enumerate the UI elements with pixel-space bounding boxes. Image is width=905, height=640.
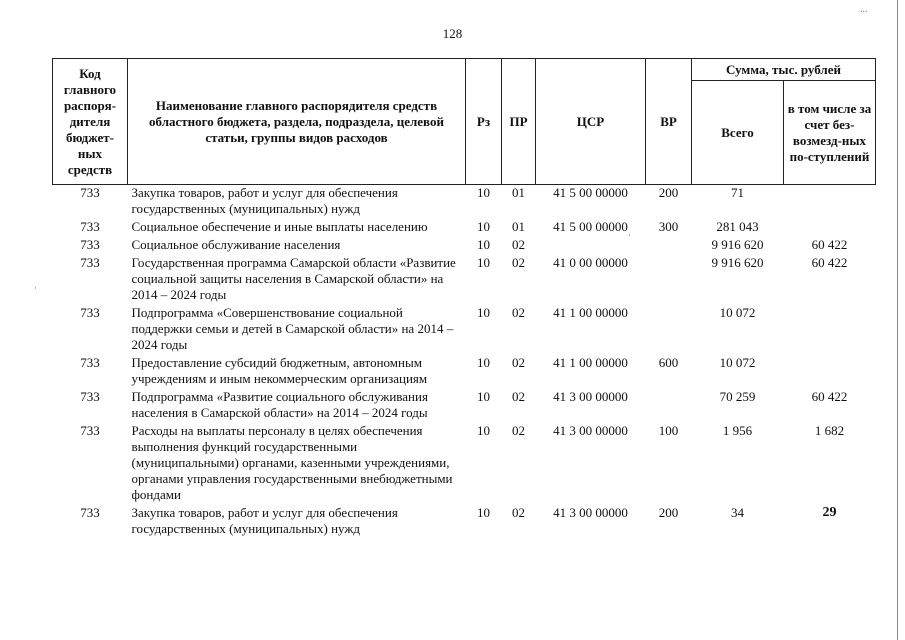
- cell-pr: 02: [512, 255, 525, 270]
- cell-total: 9 916 620: [711, 255, 764, 270]
- header-name: Наименование главного распорядителя средств областного бюджета, раздела, подраздела, целевой статьи, группы видов расходов: [128, 59, 466, 185]
- cell-rz: 10: [477, 423, 490, 438]
- cell-total: 10 072: [719, 355, 756, 370]
- header-vr: ВР: [646, 59, 692, 185]
- cell-code: 733: [80, 237, 100, 252]
- cell-rz: 10: [477, 255, 490, 270]
- cell-vr: 300: [658, 219, 679, 234]
- header-pr: ПР: [502, 59, 536, 185]
- cell-code: 733: [80, 355, 100, 370]
- cell-code: 733: [80, 185, 100, 200]
- cell-incl: 1 682: [814, 423, 845, 438]
- cell-rz: 10: [477, 185, 490, 200]
- cell-pr: 02: [512, 237, 525, 252]
- cell-name: Закупка товаров, работ и услуг для обеспечения государственных (муниципальных) нужд: [131, 185, 398, 216]
- cell-total: 281 043: [716, 219, 759, 234]
- header-sum-group: Сумма, тыс. рублей: [692, 59, 876, 81]
- cell-name: Расходы на выплаты персоналу в целях обеспечения выполнения функций государственными (муниципальными) органами, казенными учреждениями, органами управления государственными внебюджетными фондами: [131, 423, 453, 502]
- cell-pr: 02: [512, 389, 525, 404]
- cell-name: Государственная программа Самарской области «Развитие социальной защиты населения в Самарской области» на 2014 – 2024 годы: [131, 255, 456, 302]
- cell-name: Подпрограмма «Совершенствование социальной поддержки семьи и детей в Самарской области» на 2014 – 2024 годы: [131, 305, 454, 352]
- cell-csr: 41 3 00 00000: [553, 505, 628, 520]
- header-code: Код главного распоря-дителя бюджет-ных средств: [53, 59, 128, 185]
- cell-incl: [784, 305, 876, 355]
- cell-total: 71: [731, 185, 744, 200]
- cell-pr: 02: [512, 423, 525, 438]
- cell-csr: 41 3 00 00000: [553, 389, 628, 404]
- cell-vr: 200: [658, 185, 679, 200]
- cell-rz: 10: [477, 237, 490, 252]
- cell-vr: [646, 305, 692, 355]
- cell-csr: 41 1 00 00000: [553, 355, 628, 370]
- cell-csr: 41 0 00 00000: [553, 255, 628, 270]
- table-row: [53, 237, 876, 255]
- scan-speck: ·: [34, 283, 37, 293]
- corner-mark: ...: [860, 4, 868, 15]
- cell-name: Социальное обеспечение и иные выплаты населению: [131, 219, 428, 234]
- cell-pr: 01: [512, 185, 525, 200]
- cell-pr: 01: [512, 219, 525, 234]
- table-row: [53, 255, 876, 305]
- table-row: [53, 305, 876, 355]
- cell-pr: 02: [512, 505, 525, 520]
- table-row: [53, 505, 876, 539]
- table-row: [53, 185, 876, 220]
- cell-total: 34: [731, 505, 744, 520]
- cell-csr: 41 3 00 00000: [553, 423, 628, 438]
- cell-rz: 10: [477, 505, 490, 520]
- cell-code: 733: [80, 423, 100, 438]
- cell-vr: [646, 389, 692, 423]
- cell-incl: 29: [822, 505, 837, 520]
- cell-incl: [784, 219, 876, 237]
- cell-name: Подпрограмма «Развитие социального обслуживания населения в Самарской области» на 2014 – 2024 годы: [131, 389, 428, 420]
- cell-incl: 60 422: [811, 389, 848, 404]
- table-row: [53, 423, 876, 505]
- header-csr: ЦСР: [536, 59, 646, 185]
- cell-code: 733: [80, 305, 100, 320]
- cell-rz: 10: [477, 389, 490, 404]
- cell-csr: [536, 237, 646, 255]
- cell-incl: [784, 185, 876, 220]
- cell-total: 9 916 620: [711, 237, 764, 252]
- table-row: [53, 355, 876, 389]
- table-row: [53, 219, 876, 237]
- cell-rz: 10: [477, 219, 490, 234]
- cell-pr: 02: [512, 305, 525, 320]
- budget-table: [52, 58, 876, 539]
- cell-pr: 02: [512, 355, 525, 370]
- cell-rz: 10: [477, 305, 490, 320]
- cell-vr: 600: [658, 355, 679, 370]
- header-rz: Рз: [466, 59, 502, 185]
- cell-incl: 60 422: [811, 237, 848, 252]
- cell-vr: 200: [658, 505, 679, 520]
- cell-total: 70 259: [719, 389, 756, 404]
- cell-csr: 41 1 00 00000: [553, 305, 628, 320]
- cell-total: 1 956: [722, 423, 753, 438]
- header-total: Всего: [692, 81, 784, 185]
- cell-name: Закупка товаров, работ и услуг для обеспечения государственных (муниципальных) нужд: [131, 505, 398, 536]
- cell-code: 733: [80, 505, 100, 520]
- scan-speck: ·: [628, 230, 631, 240]
- cell-rz: 10: [477, 355, 490, 370]
- cell-name: Социальное обслуживание населения: [131, 237, 341, 252]
- cell-name: Предоставление субсидий бюджетным, автономным учреждениям и иным некоммерческим организациям: [131, 355, 428, 386]
- table-row: [53, 389, 876, 423]
- cell-csr: 41 5 00 00000: [553, 185, 628, 200]
- cell-vr: 100: [658, 423, 679, 438]
- header-incl: в том числе за счет без-возмезд-ных по-ступлений: [784, 81, 876, 185]
- cell-csr: 41 5 00 00000: [553, 219, 628, 234]
- cell-vr: [646, 255, 692, 305]
- cell-total: 10 072: [719, 305, 756, 320]
- cell-code: 733: [80, 389, 100, 404]
- cell-incl: 60 422: [811, 255, 848, 270]
- cell-code: 733: [80, 219, 100, 234]
- cell-code: 733: [80, 255, 100, 270]
- cell-vr: [646, 237, 692, 255]
- table-body: [53, 185, 876, 540]
- page-edge-line: [897, 0, 898, 640]
- page-number: 128: [442, 26, 463, 41]
- cell-incl: [784, 355, 876, 389]
